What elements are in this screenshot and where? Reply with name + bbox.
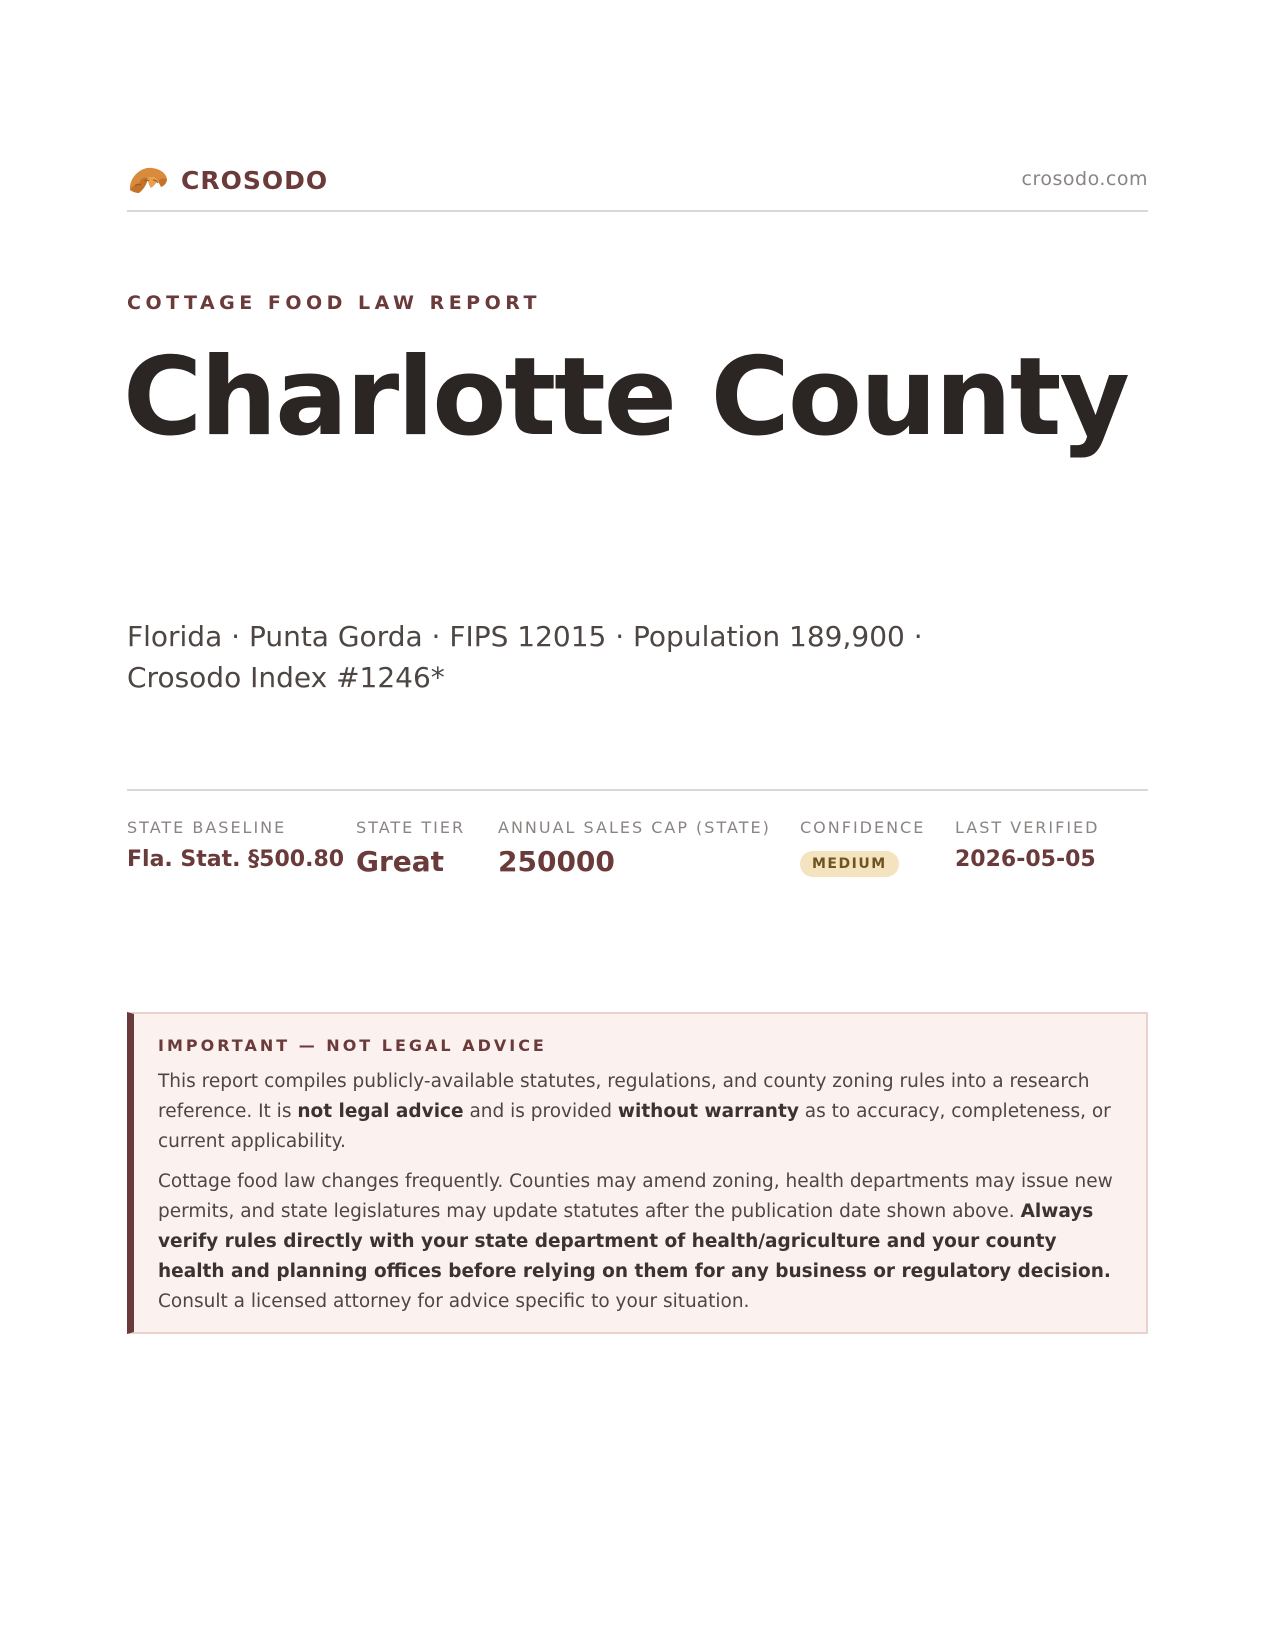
page-header xyxy=(127,160,1148,212)
disclaimer-title: IMPORTANT — NOT LEGAL ADVICE xyxy=(158,1036,547,1055)
disclaimer-emphasis: without warranty xyxy=(617,1101,799,1122)
stats-divider xyxy=(127,789,1148,791)
disclaimer-text: and is provided xyxy=(463,1101,618,1122)
disclaimer-text: Consult a licensed attorney for advice specific to your situation. xyxy=(158,1291,750,1312)
disclaimer-emphasis: not legal advice xyxy=(297,1101,464,1122)
stat-value: 2026-05-05 xyxy=(955,847,1096,872)
report-subtitle: Florida · Punta Gorda · FIPS 12015 · Population 189,900 · Crosodo Index #1246* xyxy=(127,620,923,694)
disclaimer-text: Cottage food law changes frequently. Counties may amend zoning, health departments may issue new permits, and state legislatures may update statutes after the publication date shown above. xyxy=(158,1171,1113,1222)
stat-confidence xyxy=(800,818,925,877)
stat-value: Fla. Stat. §500.80 xyxy=(127,847,345,872)
stat-state-baseline xyxy=(127,818,344,872)
report-eyebrow: COTTAGE FOOD LAW REPORT xyxy=(127,292,541,314)
stat-label: STATE TIER xyxy=(356,818,466,837)
stat-value: 250000 xyxy=(498,845,615,878)
stat-annual-sales-cap xyxy=(498,818,771,878)
legal-disclaimer xyxy=(127,1012,1148,1334)
site-url[interactable]: crosodo.com xyxy=(1021,168,1148,190)
stat-label: LAST VERIFIED xyxy=(955,818,1100,837)
stat-label: STATE BASELINE xyxy=(127,818,287,837)
brand-name: CROSODO xyxy=(181,165,329,195)
croissant-icon xyxy=(127,162,169,198)
confidence-badge: MEDIUM xyxy=(800,851,899,877)
disclaimer-text: This report compiles publicly-available statutes, regulations, and county zoning rules into a research reference. It is xyxy=(158,1071,1090,1122)
stat-last-verified xyxy=(955,818,1099,872)
stat-label: ANNUAL SALES CAP (STATE) xyxy=(498,818,771,837)
stat-state-tier xyxy=(356,818,465,878)
disclaimer-text: as to accuracy, completeness, or current applicability. xyxy=(158,1101,1111,1152)
disclaimer-paragraph-2 xyxy=(158,1167,1118,1317)
page-title: Charlotte County xyxy=(123,335,1128,460)
stat-value: Great xyxy=(356,845,445,878)
disclaimer-emphasis: Always verify rules directly with your state department of health/agriculture and your county health and planning offices before relying on them for any business or regulatory decision. xyxy=(158,1201,1111,1282)
stat-label: CONFIDENCE xyxy=(800,818,926,837)
brand-logo xyxy=(127,162,328,198)
disclaimer-paragraph-1 xyxy=(158,1067,1118,1157)
